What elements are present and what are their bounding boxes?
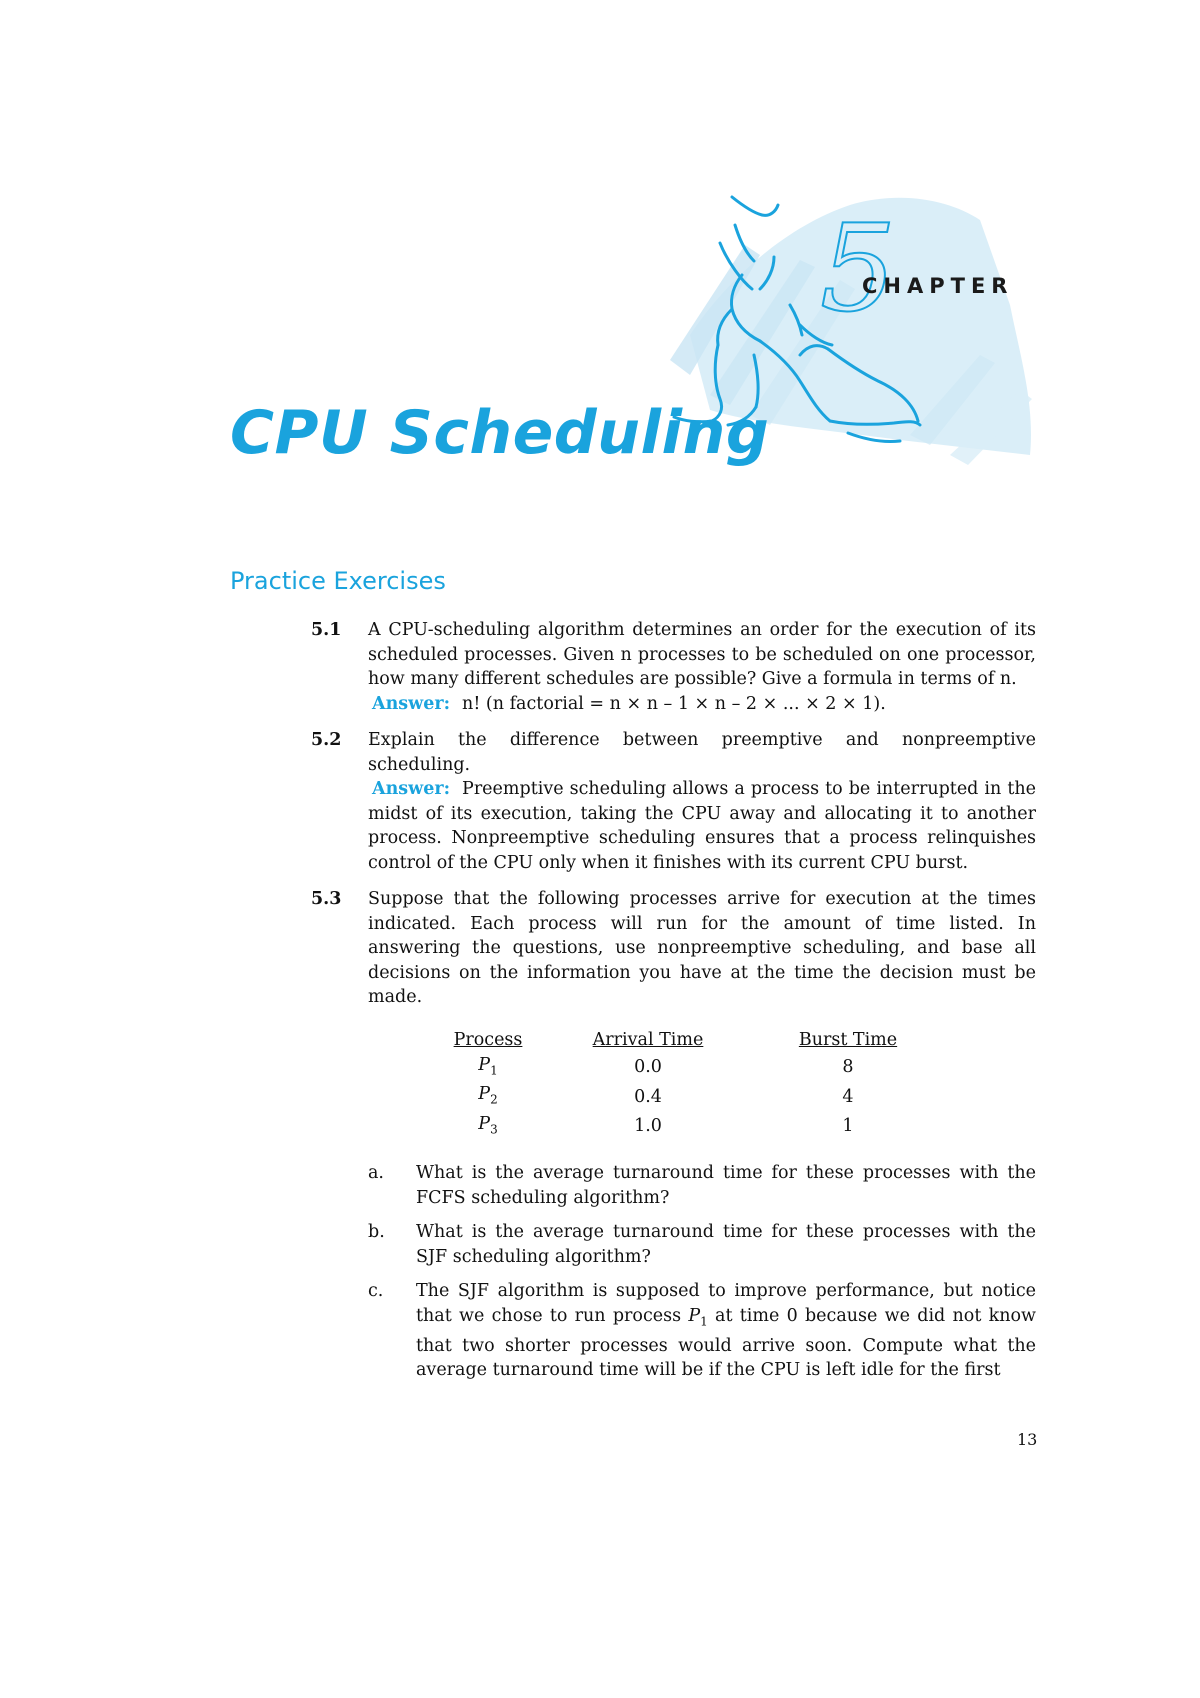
sub-question-b	[368, 1220, 1036, 1269]
burst-time: 1	[842, 1116, 854, 1137]
exercise-list	[311, 618, 1036, 1395]
process-name: $P_2$	[478, 1084, 498, 1107]
answer-text: n! (n factorial = n × n – 1 × n – 2 × ... × 2 × 1).	[462, 693, 886, 714]
exercise-number: 5.2	[311, 730, 342, 750]
exercise-question: Explain the difference between preemptive and nonpreemptive scheduling.	[368, 730, 1036, 775]
table-row	[443, 1053, 933, 1083]
chapter-label: CHAPTER	[862, 274, 1014, 298]
exercise-5-2	[311, 728, 1036, 875]
sub-question-a	[368, 1161, 1036, 1210]
sub-question-label: b.	[368, 1222, 385, 1242]
sub-question-label: a.	[368, 1163, 384, 1183]
sub-question-text: What is the average turnaround time for these processes with the SJF scheduling algorithm?	[416, 1222, 1036, 1267]
process-name: $P_3$	[478, 1113, 498, 1136]
section-title: Practice Exercises	[230, 567, 446, 595]
burst-time: 4	[842, 1086, 854, 1107]
arrival-time: 0.0	[634, 1057, 662, 1078]
table-header: Burst Time	[798, 1029, 898, 1050]
exercise-5-3	[311, 887, 1036, 1383]
table-header: Process	[453, 1029, 523, 1050]
svg-text:5: 5	[820, 200, 897, 339]
burst-time: 8	[842, 1057, 854, 1078]
sub-question-label: c.	[368, 1281, 384, 1301]
chapter-title: CPU Scheduling	[230, 398, 770, 468]
process-name: $P_1$	[478, 1054, 498, 1077]
exercise-answer	[368, 777, 1036, 875]
exercise-5-1	[311, 618, 1036, 716]
exercise-number: 5.1	[311, 620, 342, 640]
sub-question-text: What is the average turnaround time for these processes with the FCFS scheduling algorithm?	[416, 1163, 1036, 1208]
arrival-time: 1.0	[634, 1116, 662, 1137]
exercise-answer	[368, 692, 1036, 717]
exercise-question: A CPU-scheduling algorithm determines an order for the execution of its scheduled processes. Given n processes to be scheduled on one processor, how many different schedules are possible? Give a formula in terms of n.	[368, 620, 1036, 689]
exercise-number: 5.3	[311, 889, 342, 909]
table-header: Arrival Time	[592, 1029, 704, 1050]
answer-label: Answer:	[372, 779, 451, 799]
table-row	[443, 1112, 933, 1142]
page-number: 13	[1017, 1430, 1038, 1449]
exercise-question: Suppose that the following processes arrive for execution at the times indicated. Each process will run for the amount of time listed. In answering the questions, use nonpreemptive scheduling, and base all decisions on the information you have at the time the decision must be made.	[368, 889, 1036, 1007]
answer-text: Preemptive scheduling allows a process to be interrupted in the midst of its execution, taking the CPU away and allocating it to another process. Nonpreemptive scheduling ensures that a process relinquishes control of the CPU only when it finishes with its current CPU burst.	[368, 779, 1036, 873]
sub-question-c	[368, 1279, 1036, 1383]
arrival-time: 0.4	[634, 1086, 662, 1107]
sub-question-text: The SJF algorithm is supposed to improve performance, but notice that we chose to run process $P_1$ at time 0 because we did not know that two shorter processes would arrive soon. Compute what the average turnaround time will be if the CPU is left idle for the first	[416, 1281, 1036, 1380]
table-row	[443, 1082, 933, 1112]
process-table	[443, 1028, 933, 1142]
answer-label: Answer:	[372, 693, 451, 714]
